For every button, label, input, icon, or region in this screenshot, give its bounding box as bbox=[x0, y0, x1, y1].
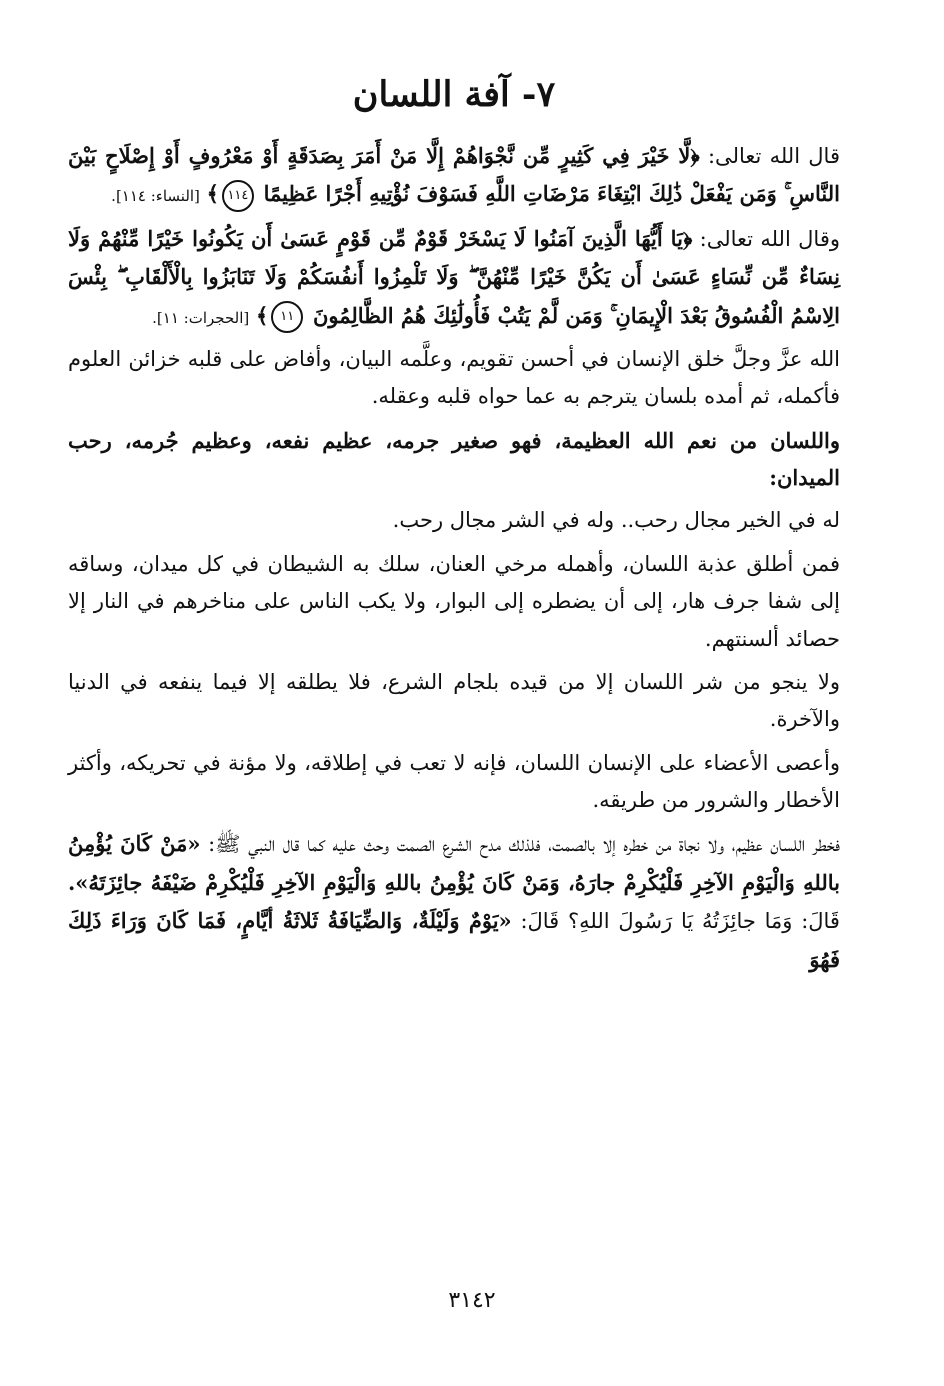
verse-1-intro: قال الله تعالى: bbox=[707, 144, 840, 168]
verse-1-text: لَّا خَيْرَ فِي كَثِيرٍ مِّن نَّجْوَاهُمْ إِلَّا مَنْ أَمَرَ بِصَدَقَةٍ أَوْ مَعْرُوفٍ أَوْ إِصْلَاحٍ بَيْنَ النَّاسِ ۚ وَمَن يَفْعَلْ ذَٰلِكَ ابْتِغَاءَ مَرْضَاتِ اللَّهِ فَسَوْفَ نُؤْتِيهِ أَجْرًا عَظِيمًا bbox=[68, 143, 840, 207]
verse-2-number-icon: ١١ bbox=[271, 301, 303, 333]
paragraph: فمن أطلق عذبة اللسان، وأهمله مرخي العنان، سلك به الشيطان في كل ميدان، وساقه إلى شفا جرف هار، إلى أن يضطره إلى البوار، ولا يكب الناس على مناخرهم في النار إلا حصائد ألسنتهم. bbox=[68, 551, 840, 651]
page-number: ٣١٤٢ bbox=[448, 1288, 496, 1313]
paragraph: وأعصى الأعضاء على الإنسان اللسان، فإنه لا تعب في إطلاقه، ولا مؤنة في تحريكه، وأكثر الأخطار والشرور من طريقه. bbox=[68, 750, 840, 812]
chapter-title: ٧- آفة اللسان bbox=[352, 74, 556, 115]
verse-1-open-bracket: ﴿ bbox=[690, 143, 700, 168]
hadith-lead: فخطر اللسان عظيم، ولا نجاة من خطره إلا بالصمت، فلذلك مدح الشرع الصمت وحث عليه كما قال النبي ﷺ: bbox=[208, 832, 840, 857]
paragraph: الله عزَّ وجلَّ خلق الإنسان في أحسن تقويم، وعلَّمه البيان، وأفاض على قلبه خزائن العلوم فأكمله، ثم أمده بلسان يترجم به عما حواه قلبه وعقله. bbox=[68, 346, 840, 409]
verse-2-open-bracket: ﴿ bbox=[682, 225, 693, 251]
hadith-question: قَالَ: وَمَا جائِزَتُهُ يَا رَسُولَ اللهِ؟ bbox=[568, 909, 840, 934]
verse-block-1 bbox=[68, 137, 840, 214]
verse-2-close-bracket: ﴾ bbox=[255, 302, 269, 328]
verse-2-text: يَا أَيُّهَا الَّذِينَ آمَنُوا لَا يَسْخَرْ قَوْمٌ مِّن قَوْمٍ عَسَىٰ أَن يَكُونُوا خَيْرًا مِّنْهُمْ وَلَا نِسَاءٌ مِّن نِّسَاءٍ عَسَىٰ أَن يَكُنَّ خَيْرًا مِّنْهُنَّ ۖ وَلَا تَلْمِزُوا أَنفُسَكُمْ وَلَا تَنَابَزُوا بِالْأَلْقَابِ ۖ بِئْسَ الِاسْمُ الْفُسُوقُ بَعْدَ الْإِيمَانِ ۚ وَمَن لَّمْ يَتُبْ فَأُولَٰئِكَ هُمُ الظَّالِمُونَ bbox=[68, 225, 840, 328]
page-content bbox=[68, 70, 840, 1320]
paragraph: له في الخير مجال رحب.. وله في الشر مجال رحب. bbox=[392, 508, 840, 533]
hadith-quote-2: «يَوْمٌ وَلَيْلَةٌ، وَالضِّيَافَةُ ثَلاثَةُ أيَّامٍ، فَمَا كَانَ وَرَاءَ ذَلِكَ فَهُوَ bbox=[68, 908, 840, 972]
hadith-quote-1: «مَنْ كَانَ يُؤْمِنُ باللهِ وَالْيَوْمِ الآخِرِ فَلْيُكْرِمْ جارَهُ، وَمَنْ كَانَ يُؤْمِنُ باللهِ وَالْيَوْمِ الآخِرِ فَلْيُكْرِمْ ضَيْفَهُ جائِزَتَهُ». bbox=[68, 831, 840, 895]
verse-2-reference: [الحجرات: ١١]. bbox=[152, 308, 250, 327]
verse-1-close-bracket: ﴾ bbox=[206, 181, 219, 207]
verse-1-number-icon: ١١٤ bbox=[222, 180, 254, 212]
paragraph-bold: واللسان من نعم الله العظيمة، فهو صغير جرمه، عظيم نفعه، وعظيم جُرمه، رحب الميدان: bbox=[68, 427, 840, 490]
verse-1-reference: [النساء: ١١٤]. bbox=[111, 187, 200, 206]
paragraph: ولا ينجو من شر اللسان إلا من قيده بلجام الشرع، فلا يطلقه إلا فيما ينفعه في الدنيا والآخرة. bbox=[68, 669, 840, 732]
hadith-paragraph bbox=[68, 825, 840, 979]
verse-block-2 bbox=[68, 220, 840, 335]
verse-2-intro: وقال الله تعالى: bbox=[699, 226, 840, 251]
hadith-answer-intro: قَالَ: bbox=[520, 909, 560, 934]
